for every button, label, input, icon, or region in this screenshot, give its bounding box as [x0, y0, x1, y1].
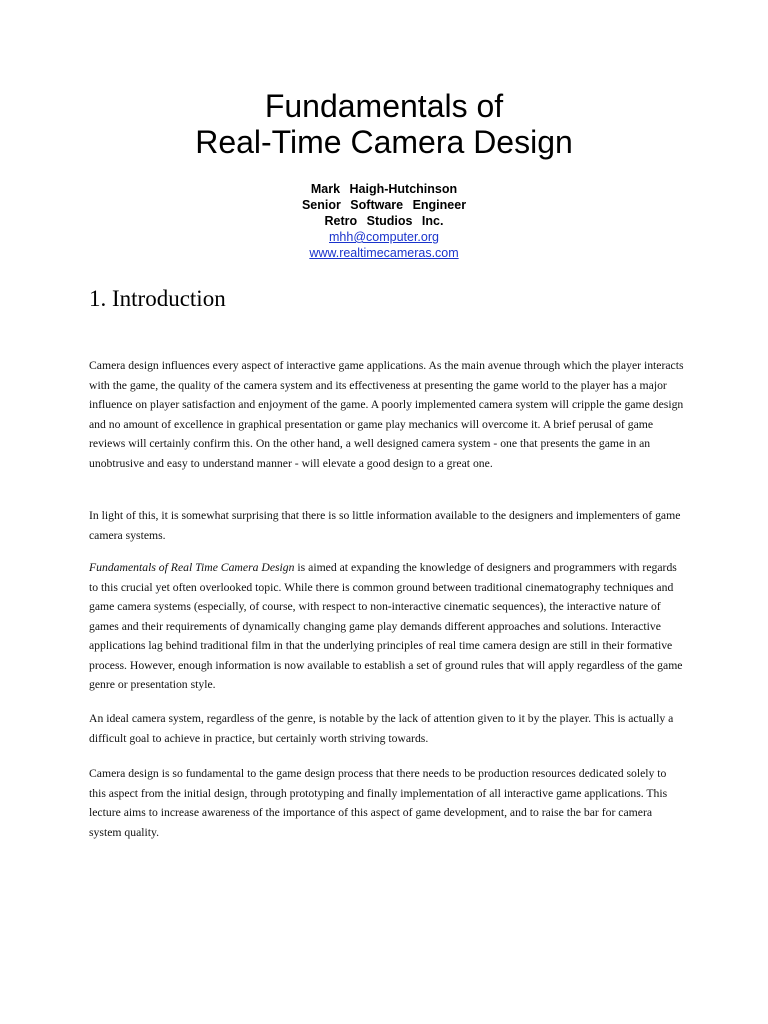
paragraph-5: Camera design is so fundamental to the game design process that there needs to be production resources dedicated solely to this aspect from the initial design, through prototyping and finally implementation of all interactive game applications. This lecture aims to increase awareness of the importance of this aspect of game development, and to raise the bar for camera system quality. [89, 767, 668, 839]
document-title [0, 88, 768, 160]
title-line-2: Real-Time Camera Design [195, 124, 573, 160]
section-heading: 1. Introduction [89, 286, 226, 311]
paragraph-3-text: is aimed at expanding the knowledge of designers and programmers with regards to this crucial yet often overlooked topic. While there is common ground between traditional cinematography techniques and game camera systems (especially, of course, with respect to non-interactive cinematic sequences), the interactive nature of games and their requirements of dynamically changing game play demands different approaches and solutions. Interactive applications lag behind traditional film in that the underlying principles of real time camera design are still in their formative process. However, enough information is now available to establish a set of ground rules that will apply regardless of the game genre or presentation style. [89, 561, 683, 691]
paragraph-2: In light of this, it is somewhat surprising that there is so little information available to the designers and implementers of game camera systems. [89, 509, 681, 542]
author-role: Senior Software Engineer [301, 198, 467, 212]
author-block [0, 181, 768, 261]
website-link[interactable]: www.realtimecameras.com [309, 246, 459, 260]
paragraph-3 [89, 558, 685, 695]
title-line-1: Fundamentals of [264, 88, 504, 124]
author-company: Retro Studios Inc. [324, 214, 444, 228]
email-link[interactable]: mhh@computer.org [329, 230, 439, 244]
paragraph-4: An ideal camera system, regardless of the genre, is notable by the lack of attention given to it by the player. This is actually a difficult goal to achieve in practice, but certainly worth striving towards. [89, 712, 674, 745]
author-name: Mark Haigh-Hutchinson [310, 182, 458, 196]
book-title-italic: Fundamentals of Real Time Camera Design [89, 561, 295, 574]
paragraph-1: Camera design influences every aspect of interactive game applications. As the main avenue through which the player interacts with the game, the quality of the camera system and its effectiveness at presenting the game world to the player has a major influence on player satisfaction and enjoyment of the game. A poorly implemented camera system will cripple the game design and no amount of excellence in graphical presentation or game play mechanics will overcome it. A brief perusal of game reviews will certainly confirm this. On the other hand, a well designed camera system - one that presents the game in an unobtrusive and easy to understand manner - will elevate a good design to a great one. [89, 359, 684, 470]
